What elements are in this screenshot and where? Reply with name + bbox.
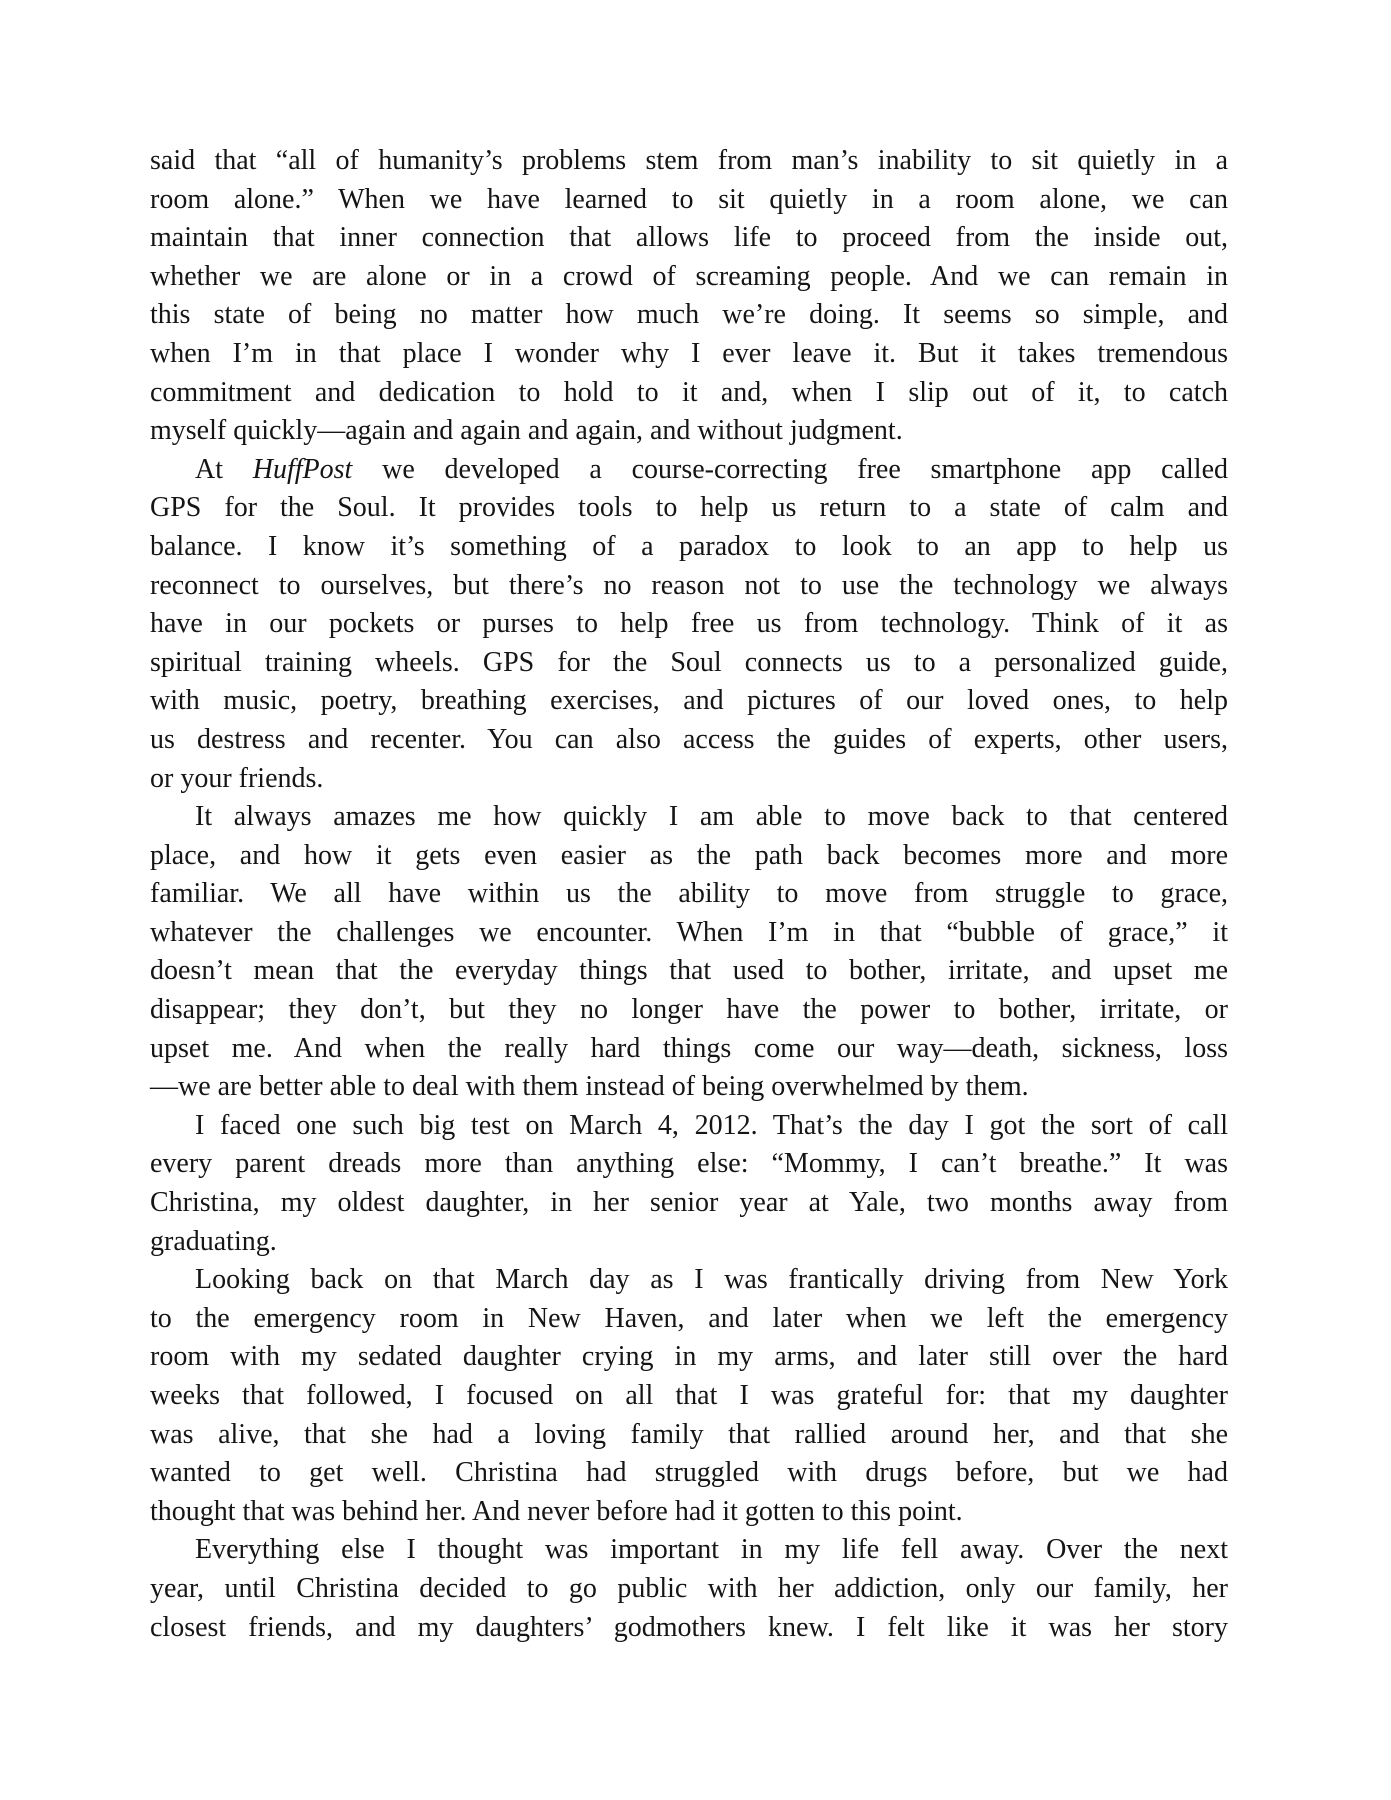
text-line (150, 1609, 1228, 1648)
text-line (150, 1531, 1228, 1570)
text-segment: said that “all of humanity’s problems stem from man’s inability to sit quietly in a (150, 145, 1228, 176)
text-segment: to the emergency room in New Haven, and later when we left the emergency (150, 1302, 1228, 1334)
text-segment: reconnect to ourselves, but there’s no reason not to use the technology we always (150, 569, 1228, 601)
text-line (150, 451, 1228, 490)
text-line (150, 682, 1228, 721)
paragraph-2 (150, 451, 1228, 798)
text-line (150, 952, 1228, 991)
text-line (150, 605, 1228, 644)
text-line (150, 219, 1228, 258)
paragraph-1 (150, 142, 1228, 451)
text-line (150, 991, 1228, 1030)
paragraph-6 (150, 1531, 1228, 1647)
text-segment: spiritual training wheels. GPS for the Soul connects us to a personalized guide, (150, 646, 1228, 678)
text-line (150, 644, 1228, 683)
text-segment: balance. I know it’s something of a paradox to look to an app to help us (150, 530, 1228, 562)
text-line (150, 798, 1228, 837)
text-line (150, 181, 1228, 220)
text-segment: I faced one such big test on March 4, 2012. That’s the day I got the sort of call (195, 1109, 1228, 1141)
text-segment: when I’m in that place I wonder why I ever leave it. But it takes tremendous (150, 337, 1228, 369)
text-segment: room alone.” When we have learned to sit quietly in a room alone, we can (150, 183, 1228, 215)
text-segment: It always amazes me how quickly I am able to move back to that centered (195, 801, 1228, 833)
text-segment: wanted to get well. Christina had struggled with drugs before, but we had (150, 1457, 1228, 1489)
page-text-block (150, 142, 1228, 1647)
text-segment: At (195, 453, 253, 485)
text-line (150, 1493, 1228, 1532)
text-line (150, 335, 1228, 374)
paragraph-5 (150, 1261, 1228, 1531)
text-segment: place, and how it gets even easier as the path back becomes more and more (150, 839, 1228, 871)
text-line (150, 1570, 1228, 1609)
text-line (150, 296, 1228, 335)
text-segment: Looking back on that March day as I was frantically driving from New York (195, 1264, 1228, 1296)
text-segment: year, until Christina decided to go public with her addiction, only our family, her (150, 1572, 1228, 1604)
text-segment: weeks that followed, I focused on all that I was grateful for: that my daughter (150, 1380, 1228, 1411)
text-segment: —we are better able to deal with them instead of being overwhelmed by them. (150, 1071, 1029, 1103)
text-line (150, 721, 1228, 760)
text-segment: GPS for the Soul. It provides tools to help us return to a state of calm and (150, 492, 1228, 524)
text-line (150, 1107, 1228, 1146)
text-segment: closest friends, and my daughters’ godmothers knew. I felt like it was her story (150, 1611, 1228, 1643)
text-segment: Christina, my oldest daughter, in her senior year at Yale, two months away from (150, 1187, 1228, 1219)
text-segment: maintain that inner connection that allows life to proceed from the inside out, (150, 222, 1228, 254)
paragraph-4 (150, 1107, 1228, 1261)
text-segment: or your friends. (150, 762, 324, 794)
text-segment: us destress and recenter. You can also access the guides of experts, other users, (150, 723, 1228, 755)
text-line (150, 1454, 1228, 1493)
text-segment: myself quickly—again and again and again, and without judgment. (150, 415, 903, 447)
text-segment: was alive, that she had a loving family that rallied around her, and that she (150, 1418, 1228, 1450)
text-segment: Everything else I thought was important in my life fell away. Over the next (195, 1534, 1228, 1566)
text-line (150, 1416, 1228, 1455)
text-line (150, 489, 1228, 528)
text-segment: with music, poetry, breathing exercises, and pictures of our loved ones, to help (150, 685, 1228, 717)
text-line (150, 837, 1228, 876)
text-line (150, 1261, 1228, 1300)
text-segment: doesn’t mean that the everyday things that used to bother, irritate, and upset me (150, 955, 1228, 987)
text-line (150, 1068, 1228, 1107)
text-line (150, 1184, 1228, 1223)
text-segment: whatever the challenges we encounter. When I’m in that “bubble of grace,” it (150, 916, 1228, 948)
text-segment: we developed a course-correcting free smartphone app called (352, 453, 1229, 485)
text-line (150, 1338, 1228, 1377)
text-line (150, 875, 1228, 914)
text-segment: every parent dreads more than anything else: “Mommy, I can’t breathe.” It was (150, 1148, 1228, 1180)
text-line (150, 528, 1228, 567)
text-segment: familiar. We all have within us the ability to move from struggle to grace, (150, 878, 1228, 910)
text-line (150, 1223, 1228, 1262)
text-segment: upset me. And when the really hard things come our way—death, sickness, loss (150, 1032, 1228, 1064)
text-segment: this state of being no matter how much we’re doing. It seems so simple, and (150, 299, 1228, 331)
text-segment: whether we are alone or in a crowd of screaming people. And we can remain in (150, 260, 1228, 292)
text-segment: disappear; they don’t, but they no longer have the power to bother, irritate, or (150, 994, 1228, 1026)
text-segment: room with my sedated daughter crying in my arms, and later still over the hard (150, 1341, 1228, 1373)
italic-text: HuffPost (252, 453, 353, 485)
text-segment: thought that was behind her. And never before had it gotten to this point. (150, 1495, 963, 1527)
text-segment: commitment and dedication to hold to it and, when I slip out of it, to catch (150, 376, 1228, 408)
text-line (150, 374, 1228, 413)
text-line (150, 760, 1228, 799)
text-segment: graduating. (150, 1225, 277, 1257)
text-line (150, 914, 1228, 953)
text-line (150, 1030, 1228, 1069)
text-line (150, 1300, 1228, 1339)
text-line (150, 1377, 1228, 1416)
text-line (150, 412, 1228, 451)
paragraph-3 (150, 798, 1228, 1107)
text-line (150, 258, 1228, 297)
text-line (150, 567, 1228, 606)
text-line (150, 1145, 1228, 1184)
text-line (150, 142, 1228, 181)
text-segment: have in our pockets or purses to help free us from technology. Think of it as (150, 608, 1228, 640)
